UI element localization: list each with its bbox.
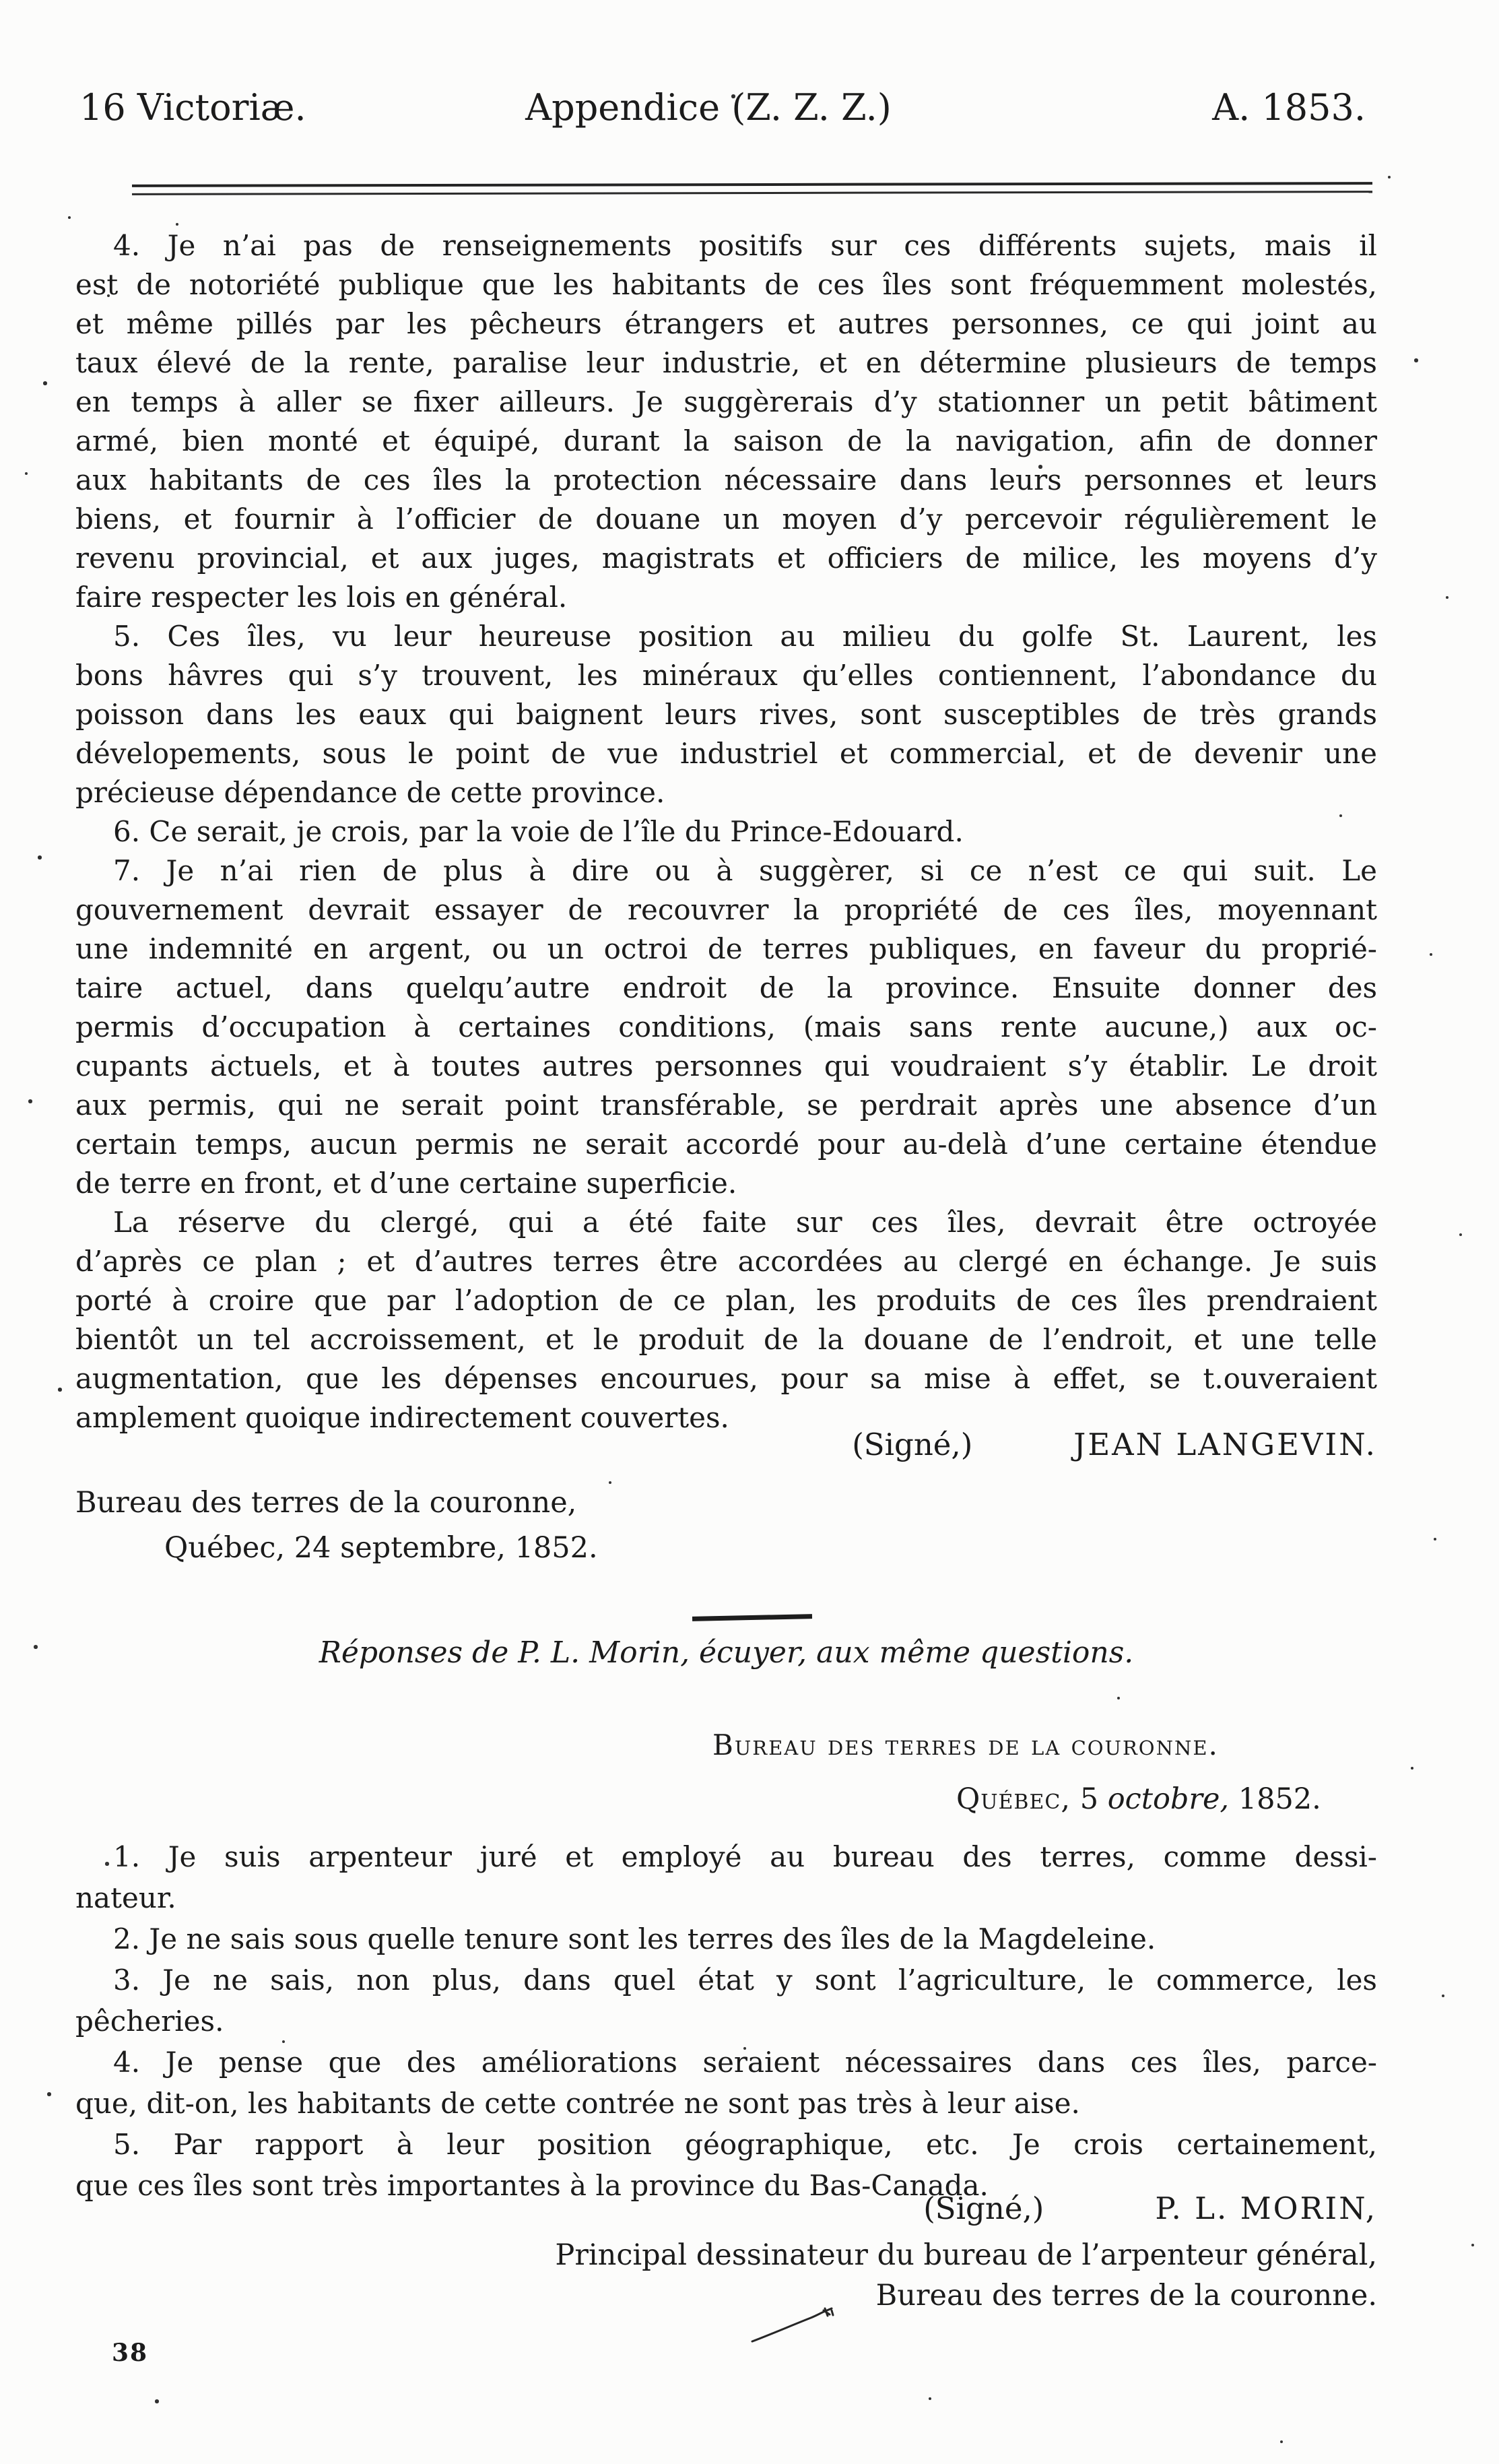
text-line: nateur. (75, 1881, 176, 1914)
scan-noise-speckles (0, 0, 1, 1)
text-line: revenu provincial, et aux juges, magistrats et officiers de milice, les moyens d’y (75, 542, 1377, 575)
text-line: faire respecter les lois en général. (75, 581, 568, 614)
dateline (956, 1782, 1321, 1816)
text-line: cupants actuels, et à toutes autres personnes qui voudraient s’y établir. Le droit (75, 1049, 1377, 1082)
text-line: taux élevé de la rente, paralise leur industrie, et en détermine plusieurs de temps (75, 346, 1377, 379)
text-line: armé, bien monté et équipé, durant la saison de la navigation, afin de donner (75, 424, 1377, 457)
paragraph-7 (75, 851, 1377, 1203)
text-line: 3. Je ne sais, non plus, dans quel état y sont l’agriculture, le commerce, les (113, 1964, 1377, 1997)
text-line: précieuse dépendance de cette province. (75, 776, 665, 809)
signed-label: (Signé,) (852, 1427, 973, 1462)
list-item-4 (75, 2042, 1377, 2124)
signature-langevin (75, 1427, 1411, 1462)
text-line: gouvernement devrait essayer de recouvrer la propriété de ces îles, moyennant (75, 893, 1377, 926)
morin-closing-block (75, 2235, 1377, 2316)
list-item-2 (75, 1918, 1377, 1959)
text-line: 4. Je n’ai pas de renseignements positifs sur ces différents sujets, mais il (113, 229, 1377, 262)
signature-mark-page-number: 38 (112, 2339, 149, 2367)
page-header (79, 86, 1418, 129)
header-appendix-title: Appendice (Z. Z. Z.) (525, 86, 892, 129)
text-line: poisson dans les eaux qui baignent leurs rives, sont susceptibles de très grands (75, 698, 1377, 731)
page-body (75, 226, 1377, 1437)
text-line: d’après ce plan ; et d’autres terres être accordées au clergé en échange. Je suis (75, 1245, 1377, 1278)
dateline-month: octobre, (1107, 1782, 1230, 1816)
text-line: 1. Je suis arpenteur juré et employé au bureau des terres, comme dessi- (113, 1840, 1377, 1873)
signed-label: (Signé,) (923, 2191, 1044, 2226)
paragraph-clergy-reserve (75, 1203, 1377, 1437)
paragraph-6 (75, 812, 1377, 851)
list-item-1 (75, 1836, 1377, 1918)
text-line: 4. Je pense que des améliorations seraient nécessaires dans ces îles, parce- (113, 2046, 1377, 2079)
text-line: que, dit-on, les habitants de cette contrée ne sont pas très à leur aise. (75, 2087, 1080, 2120)
text-line: 5. Par rapport à leur position géographique, etc. Je crois certainement, (113, 2128, 1377, 2161)
text-line: bons hâvres qui s’y trouvent, les minéraux qu’elles contiennent, l’abondance du (75, 659, 1377, 692)
text-line: dévelopements, sous le point de vue industriel et commercial, et de devenir une (75, 737, 1377, 770)
paragraph-5 (75, 617, 1377, 812)
address-block-langevin (75, 1481, 598, 1571)
text-line: certain temps, aucun permis ne serait accordé pour au-delà d’une certaine étendue (75, 1128, 1377, 1161)
paragraph-4 (75, 226, 1377, 617)
text-line: est de notoriété publique que les habitants de ces îles sont fréquemment molestés, (75, 268, 1377, 301)
morin-section-heading: Réponses de P. L. Morin, écuyer, aux même questions. (319, 1635, 1134, 1670)
text-line: une indemnité en argent, ou un octroi de terres publiques, en faveur du proprié- (75, 932, 1377, 965)
section-divider-rule (692, 1614, 812, 1621)
pen-scribble-mark (750, 2305, 839, 2347)
morin-answers-list (75, 1836, 1377, 2206)
text-line: La réserve du clergé, qui a été faite sur ces îles, devrait être octroyée (113, 1206, 1377, 1239)
header-regnal-year: 16 Victoriæ. (79, 86, 306, 129)
text-line: que ces îles sont très importantes à la province du Bas-Canada. (75, 2169, 989, 2202)
text-line: 6. Ce serait, je crois, par la voie de l’île du Prince-Edouard. (113, 815, 964, 848)
text-line: bientôt un tel accroissement, et le produit de la douane de l’endroit, et une telle (75, 1323, 1377, 1356)
text-line: aux permis, qui ne serait point transférable, se perdrait après une absence d’un (75, 1089, 1377, 1122)
text-line: 2. Je ne sais sous quelle tenure sont les terres des îles de la Magdeleine. (113, 1922, 1156, 1955)
text-line: de terre en front, et d’une certaine superficie. (75, 1167, 737, 1200)
signature-name-morin: P. L. MORIN, (1155, 2191, 1377, 2226)
text-line: amplement quoique indirectement couvertes. (75, 1401, 729, 1434)
text-line: taire actuel, dans quelqu’autre endroit de la province. Ensuite donner des (75, 971, 1377, 1004)
text-line: porté à croire que par l’adoption de ce plan, les produits de ces îles prendraient (75, 1284, 1377, 1317)
text-line: permis d’occupation à certaines conditions, (mais sans rente aucune,) aux oc- (75, 1010, 1377, 1043)
text-line: 5. Ces îles, vu leur heureuse position au milieu du golfe St. Laurent, les (113, 620, 1377, 653)
text-line: 7. Je n’ai rien de plus à dire ou à suggèrer, si ce n’est ce qui suit. Le (113, 854, 1377, 887)
text-line: augmentation, que les dépenses encourues, pour sa mise à effet, se t.ouveraient (75, 1362, 1377, 1395)
closing-bureau-line: Bureau des terres de la couronne. (875, 2279, 1377, 2312)
header-double-rule (132, 182, 1372, 195)
text-line: pêcheries. (75, 2005, 224, 2038)
text-line: aux habitants de ces îles la protection nécessaire dans leurs personnes et leurs (75, 463, 1377, 496)
address-line: Québec, 24 septembre, 1852. (164, 1531, 598, 1565)
header-year: A. 1853. (1212, 86, 1366, 129)
bureau-line: Bureau des terres de la couronne. (712, 1728, 1219, 1761)
signature-name-langevin: JEAN LANGEVIN. (1073, 1427, 1377, 1462)
list-item-3 (75, 1959, 1377, 2042)
dateline-place: Québec, (956, 1782, 1071, 1816)
address-line: Bureau des terres de la couronne, (75, 1486, 577, 1520)
text-line: biens, et fournir à l’officier de douane un moyen d’y percevoir régulièrement le (75, 502, 1377, 536)
text-line: en temps à aller se fixer ailleurs. Je suggèrerais d’y stationner un petit bâtiment (75, 385, 1377, 418)
dateline-year: 1852. (1238, 1782, 1321, 1816)
dateline-day: 5 (1079, 1782, 1099, 1816)
signature-morin (75, 2191, 1396, 2226)
text-line: et même pillés par les pêcheurs étrangers et autres personnes, ce qui joint au (75, 307, 1377, 340)
closing-title-line: Principal dessinateur du bureau de l’arpenteur général, (555, 2238, 1377, 2272)
